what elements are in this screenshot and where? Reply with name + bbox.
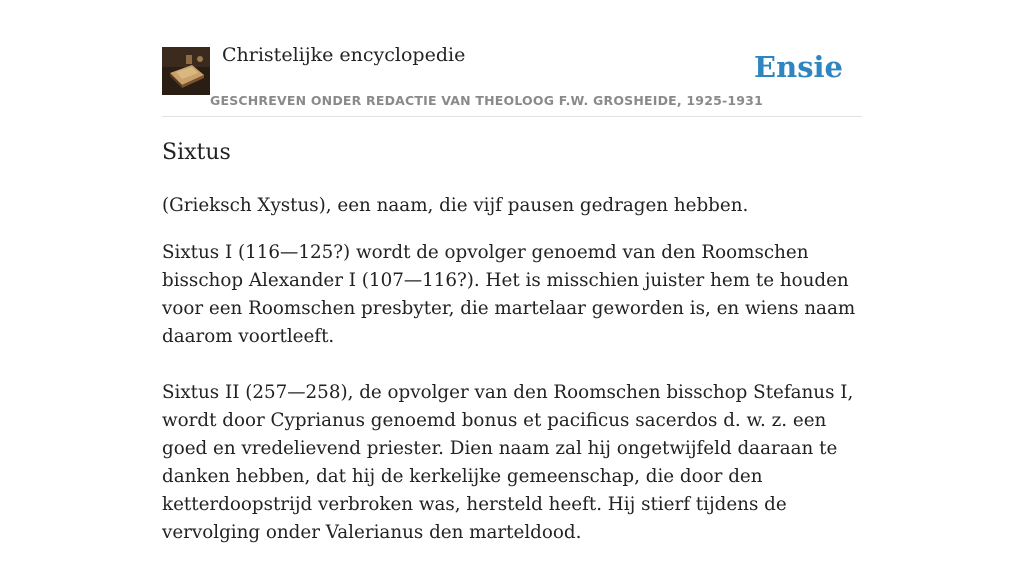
article-paragraph-intro: (Grieksch Xystus), een naam, die vijf pausen gedragen hebben. [162, 195, 749, 216]
publication-subtitle: GESCHREVEN ONDER REDACTIE VAN THEOLOOG F.W. GROSHEIDE, 1925-1931 [210, 93, 763, 108]
article-paragraph-sixtus-1: Sixtus I (116—125?) wordt de opvolger genoemd van den Roomschen bisschop Alexander I (107—116?). Het is misschien juister hem te houden voor een Roomschen presbyter, die martelaar geworden is, en wiens naam daarom voortleeft. [162, 242, 856, 347]
publication-title[interactable]: Christelijke encyclopedie [222, 44, 466, 66]
article-body [162, 192, 862, 566]
site-header [162, 0, 862, 117]
article-title: Sixtus [162, 140, 231, 165]
brand-logo-link[interactable]: Ensie [754, 50, 843, 84]
publication-avatar[interactable] [162, 47, 210, 95]
article-paragraph-sixtus-2: Sixtus II (257—258), de opvolger van den Roomschen bisschop Stefanus I, wordt door Cyprianus genoemd bonus et pacificus sacerdos d. w. z. een goed en vredelievend priester. Dien naam zal hij ongetwijfeld daaraan te danken hebben, dat hij de kerkelijke gemeenschap, die door den ketterdoopstrijd verbroken was, hersteld heeft. Hij stierf tijdens de vervolging onder Valerianus den marteldood. [162, 382, 854, 543]
book-cover-image [162, 47, 210, 95]
page [162, 0, 862, 543]
